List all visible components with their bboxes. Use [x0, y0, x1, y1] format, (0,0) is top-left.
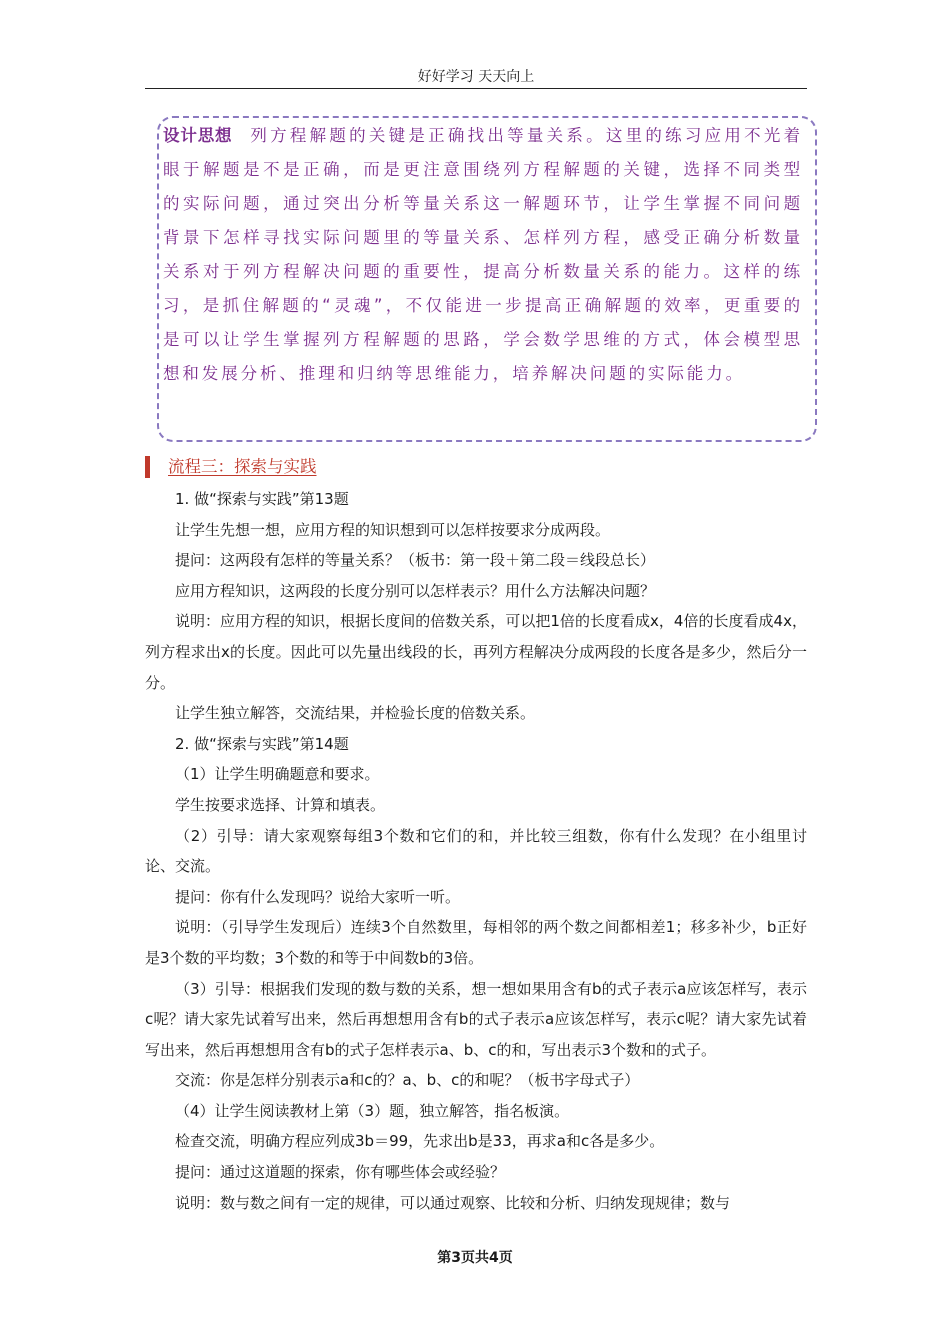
paragraph: 提问：通过这道题的探索，你有哪些体会或经验？	[175, 1163, 506, 1182]
paragraph: 检查交流，明确方程应列成3b＝99，先求出b是33，再求a和c各是多少。	[175, 1132, 665, 1151]
section-heading	[145, 456, 317, 478]
paragraph: 交流：你是怎样分别表示a和c的？a、b、c的和呢？（板书字母式子）	[175, 1071, 640, 1090]
paragraph: （2）引导：请大家观察每组3个数和它们的和，并比较三组数，你有什么发现？在小组里讨论、交流。	[145, 826, 807, 876]
design-thought-body: 列方程解题的关键是正确找出等量关系。这里的练习应用不光着眼于解题是不是正确，而是更注意围绕列方程解题的关键，选择不同类型的实际问题，通过突出分析等量关系这一解题环节，让学生掌握不同问题背景下怎样寻找实际问题里的等量关系、怎样列方程，感受正确分析数量关系对于列方程解决问题的重要性，提高分析数量关系的能力。这样的练习，是抓住解题的“灵魂”，不仅能进一步提高正确解题的效率，更重要的是可以让学生掌握列方程解题的思路，学会数学思维的方式，体会模型思想和发展分析、推理和归纳等思维能力，培养解决问题的实际能力。	[163, 126, 804, 383]
header-title: 好好学习 天天向上	[417, 69, 535, 85]
paragraph: 让学生先想一想，应用方程的知识想到可以怎样按要求分成两段。	[175, 520, 611, 539]
page-header	[145, 66, 807, 89]
paragraph: 让学生独立解答，交流结果，并检验长度的倍数关系。	[175, 704, 536, 723]
design-thought-label: 设计思想	[163, 126, 233, 145]
paragraph: 1. 做“探索与实践”第13题	[175, 490, 349, 508]
paragraph: 应用方程知识，这两段的长度分别可以怎样表示？用什么方法解决问题？	[175, 581, 656, 600]
page-footer	[0, 1248, 950, 1268]
paragraph: 2. 做“探索与实践”第14题	[175, 734, 349, 753]
paragraph: 提问：你有什么发现吗？说给大家听一听。	[175, 887, 461, 906]
paragraph: （1）让学生明确题意和要求。	[175, 765, 380, 784]
paragraph: 说明：数与数之间有一定的规律，可以通过观察、比较和分析、归纳发现规律；数与	[175, 1193, 731, 1212]
paragraph: （4）让学生阅读教材上第（3）题，独立解答，指名板演。	[175, 1101, 570, 1120]
page-number: 第3页共4页	[437, 1250, 513, 1266]
paragraph: 说明：（引导学生发现后）连续3个自然数里，每相邻的两个数之间都相差1；移多补少，b正好是3个数的平均数；3个数的和等于中间数b的3倍。	[145, 918, 807, 967]
body-content	[145, 484, 807, 1218]
paragraph: （3）引导：根据我们发现的数与数的关系，想一想如果用含有b的式子表示a应该怎样写，表示c呢？请大家先试着写出来，然后再想想用含有b的式子表示a应该怎样写，表示c呢？请大家先试着写出来，然后再想想用含有b的式子怎样表示a、b、c的和，写出表示3个数和的式子。	[145, 979, 807, 1059]
paragraph: 提问：这两段有怎样的等量关系？（板书：第一段＋第二段＝线段总长）	[175, 551, 656, 570]
paragraph: 学生按要求选择、计算和填表。	[175, 795, 386, 814]
design-thought-text	[163, 119, 803, 391]
paragraph: 说明：应用方程的知识，根据长度间的倍数关系，可以把1倍的长度看成x，4倍的长度看成4x，列方程求出x的长度。因此可以先量出线段的长，再列方程解决分成两段的长度各是多少，然后分一分。	[145, 612, 807, 692]
section-title: 流程三：探索与实践	[168, 457, 317, 476]
